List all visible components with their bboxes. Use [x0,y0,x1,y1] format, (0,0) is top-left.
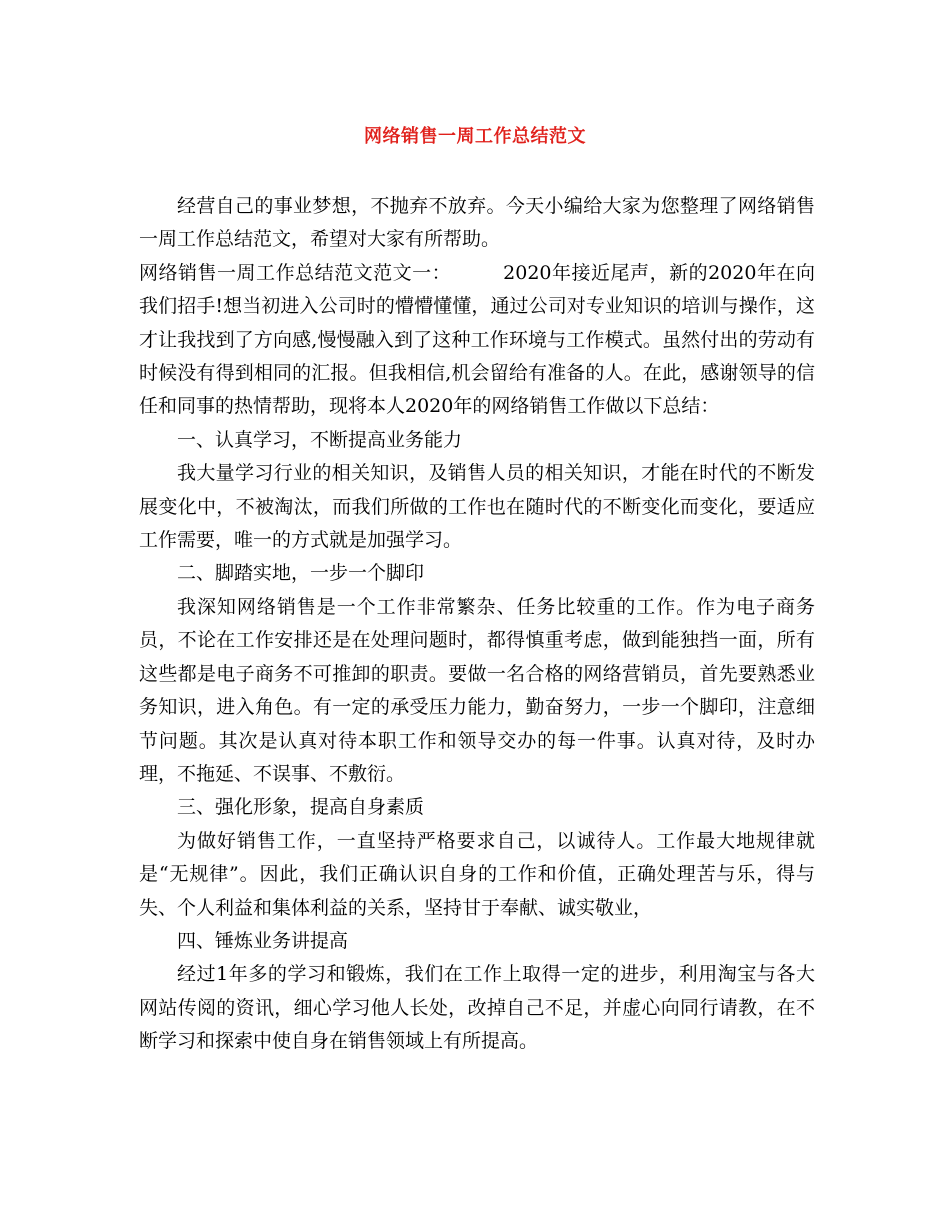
section-heading: 二、脚踏实地，一步一个脚印 [177,562,425,585]
section-paragraph: 为做好销售工作，一直坚持严格要求自己，以诚待人。工作最大地规律就是“无规律”。因此，我们正确认识自身的工作和价值，正确处理苦与乐，得与失、个人利益和集体利益的关系，坚持甘于奉献、诚实敬业， [139,829,815,919]
document-body [139,190,815,1059]
section-heading: 一、认真学习，不断提高业务能力 [177,428,463,451]
section-paragraph: 我大量学习行业的相关知识，及销售人员的相关知识，才能在时代的不断发展变化中，不被淘汰，而我们所做的工作也在随时代的不断变化而变化，要适应工作需要，唯一的方式就是加强学习。 [139,462,815,552]
sample-paragraph [139,257,815,424]
section-paragraph: 经过1年多的学习和锻炼，我们在工作上取得一定的进步，利用淘宝与各大网站传阅的资讯，细心学习他人长处，改掉自己不足，并虚心向同行请教，在不断学习和探索中使自身在销售领域上有所提高。 [139,963,815,1053]
intro-paragraph: 经营自己的事业梦想，不抛弃不放弃。今天小编给大家为您整理了网络销售一周工作总结范文，希望对大家有所帮助。 [139,195,815,251]
sample-opening: 2020年接近尾声，新的2020年在向我们招手!想当初进入公司时的懵懵懂懂，通过公司对专业知识的培训与操作，这才让我找到了方向感,慢慢融入到了这种工作环境与工作模式。虽然付出的劳动有时候没有得到相同的汇报。但我相信,机会留给有准备的人。在此，感谢领导的信任和同事的热情帮助，现将本人2020年的网络销售工作做以下总结： [139,261,815,418]
section-heading: 三、强化形象，提高自身素质 [177,796,425,819]
section-heading: 四、锤炼业务讲提高 [177,929,349,952]
section-paragraph: 我深知网络销售是一个工作非常繁杂、任务比较重的工作。作为电子商务员，不论在工作安排还是在处理问题时，都得慎重考虑，做到能独挡一面，所有这些都是电子商务不可推卸的职责。要做一名合格的网络营销员，首先要熟悉业务知识，进入角色。有一定的承受压力能力，勤奋努力，一步一个脚印，注意细节问题。其次是认真对待本职工作和领导交办的每一件事。认真对待，及时办理，不拖延、不误事、不敷衍。 [139,595,815,785]
sample-label: 网络销售一周工作总结范文范文一： [139,261,452,284]
document-title: 网络销售一周工作总结范文 [364,126,586,147]
